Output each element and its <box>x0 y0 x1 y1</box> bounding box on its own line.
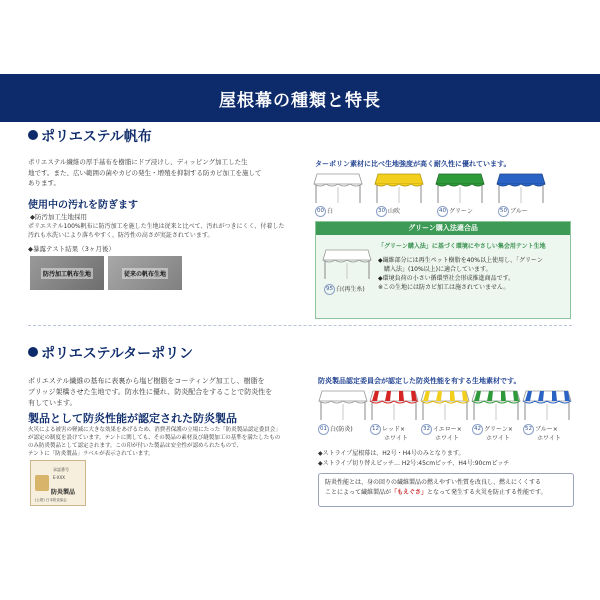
tarp-intro: ポリエステル繊維の基布に表裏から塩ビ樹脂をコーティング加工し、樹脂を ブリッジ架橋させた生地です。防水性に優れ、防炎配合をすることで防炎性を 有しています。 <box>28 377 273 407</box>
color-label-52-line2: ホワイト <box>537 435 561 442</box>
tent-fire-white-icon <box>318 387 368 421</box>
exposure-test-label: ◆暴露テスト結果（3ヶ月後） <box>28 245 115 253</box>
conventional-swatch: 従来の帆布生地 <box>108 256 182 290</box>
stain-resistant-swatch: 防汚加工帆布生地 <box>30 256 104 290</box>
color-label-01: 01 白(防炎) <box>320 426 353 433</box>
durability-heading: ターポリン素材に比べ生地強度が高く耐久性に優れています。 <box>315 160 511 168</box>
stripe-note-1: ◆ストライプ屋根幕は、H2号・H4号のみとなります。 <box>318 450 465 457</box>
tent-blue-stripe-icon <box>522 387 572 421</box>
color-label-50: 50 ブルー <box>500 208 528 215</box>
color-label-42-line2: ホワイト <box>486 435 510 442</box>
bullet-dot-icon <box>28 347 38 357</box>
color-label-95: 95 白(再生糸) <box>326 286 365 293</box>
color-label-32: 32 イエロー× <box>423 426 462 433</box>
color-label-12-line2: ホワイト <box>384 435 408 442</box>
title-banner <box>0 74 600 122</box>
canvas-detail: ポリエステル100%帆布に防汚加工を施した生地は従来と比べて、汚れがつきにくく、付着した 汚れも水洗いにより落ちやすく、防汚性の高さが実証されています。 <box>28 223 285 239</box>
green-purchase-title: 「グリーン購入法」に基づく環境にやさしい集会用テント生地 <box>378 243 546 250</box>
color-label-30: 30 山吹 <box>378 208 401 215</box>
color-label-52: 52 ブルー× <box>525 426 558 433</box>
color-label-00: 00 白 <box>317 208 334 215</box>
tent-yellow-stripe-icon <box>420 387 470 421</box>
tarp-detail: 火災による被害の軽減に大きな効果をあげるため、消費者保護の立場にたった「防炎製品認定委員会」 が認定の制度を設けています。テントに関しても、その製品の素材及び縫製加工の基準を満たしたもの のみ防炎製品として認定されます。この印が付いた製品は安全性が認められたもので、 テントに「防炎製品」ラベルが表示されています。 <box>28 427 281 457</box>
section-divider <box>28 325 572 326</box>
flame-mark-icon <box>35 475 49 491</box>
tent-recycled-white-icon <box>322 246 372 280</box>
green-purchase-bullets: ◆繊維部分には再生ペット樹脂を40%以上使用し、「グリーン 購入法」(10%以上)に適合しています。 ◆環境負荷の小さい循環型社会形成推進商品です。 ※この生地には防カビ加工は施されていません。 <box>378 257 543 291</box>
color-label-12: 12 レッド× <box>372 426 405 433</box>
color-label-42: 42 グリーン× <box>474 426 513 433</box>
tarp-subheading: 製品として防炎性能が認定された防炎製品 <box>28 412 237 425</box>
canvas-bullet: ◆防汚加工生地採用 <box>30 213 87 221</box>
tent-blue-icon <box>496 170 546 204</box>
canvas-subheading: 使用中の汚れを防ぎます <box>28 200 138 211</box>
fire-retardant-heading: 防炎製品認定委員会が認定した防炎性能を有する生地素材です。 <box>318 377 521 385</box>
tent-white-icon <box>313 170 363 204</box>
color-label-40: 40 グリーン <box>439 208 473 215</box>
fire-retardant-logo: 承認番号 E-XXX 防炎製品 (公財) 日本防炎協会 <box>30 460 86 506</box>
green-purchase-box <box>315 221 571 319</box>
fire-retardant-note: 防炎性能とは、身の回りの繊維製品の燃えやすい性質を改良し、燃えにくくする ことによって繊維製品が「もえぐさ」となって発生する火災を防止する性能です。 <box>318 473 574 507</box>
tent-red-stripe-icon <box>369 387 419 421</box>
tent-green-icon <box>435 170 485 204</box>
section-title-polyester-tarp: ポリエステルターポリン <box>28 343 193 363</box>
color-label-32-line2: ホワイト <box>435 435 459 442</box>
bullet-dot-icon <box>28 130 38 140</box>
green-purchase-header: グリーン購入法適合品 <box>316 222 570 235</box>
canvas-intro: ポリエステル繊維の厚手基布を樹脂にドブ浸けし、ディッピング加工した生 地です。また、広い範囲の菌やカビの発生・増殖を抑制する防カビ加工を施して あります。 <box>28 158 262 187</box>
tent-yamabuki-icon <box>374 170 424 204</box>
section-title-polyester-canvas: ポリエステル帆布 <box>28 126 152 146</box>
stripe-note-2: ◆ストライプ切り替えピッチ… H2号:45cmピッチ、H4号:90cmピッチ <box>318 460 510 467</box>
banner-title: 屋根幕の種類と特長 <box>219 90 381 111</box>
tent-green-stripe-icon <box>471 387 521 421</box>
